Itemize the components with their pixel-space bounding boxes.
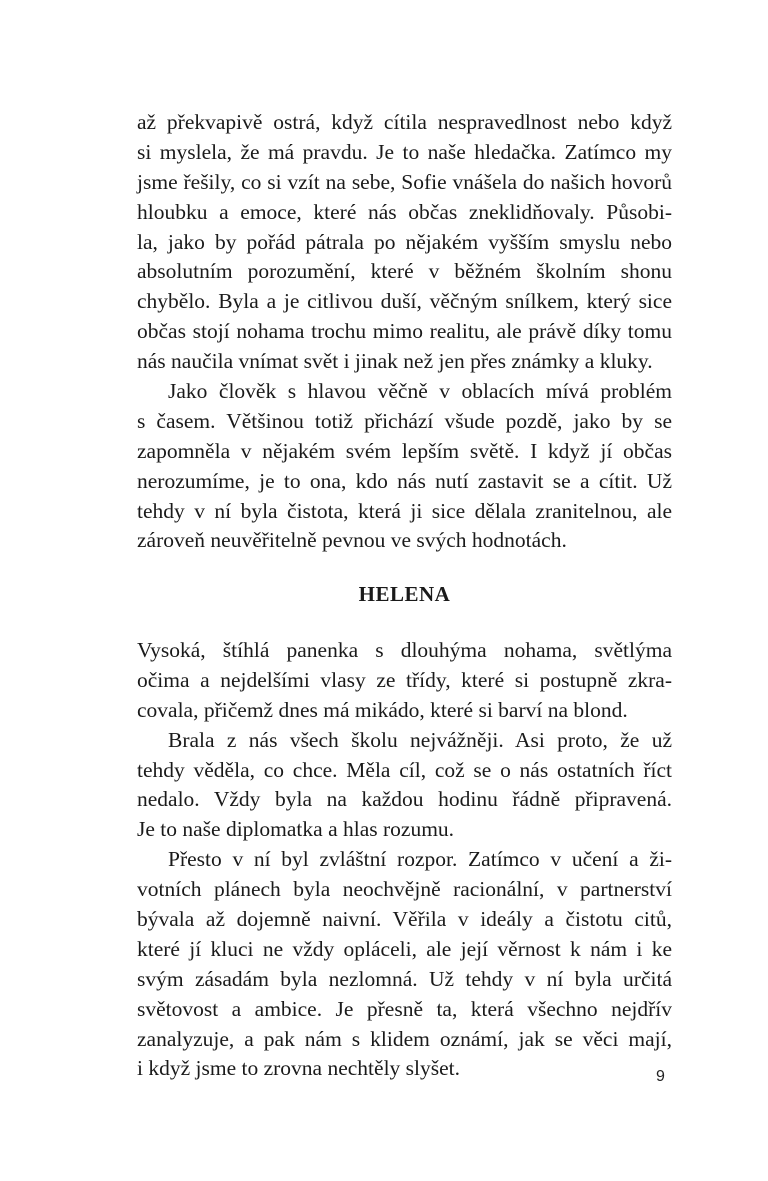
text-line: hloubku a emoce, které nás občas zneklidňovaly. Působi- [137, 199, 672, 224]
text-line: absolutním porozumění, které v běžném školním shonu [137, 259, 672, 284]
text-line: Brala z nás všech školu nejvážněji. Asi proto, že už [168, 727, 672, 752]
text-line: Vysoká, štíhlá panenka s dlouhýma nohama, světlýma [137, 638, 672, 662]
text-line: až překvapivě ostrá, když cítila nespravedlnost nebo když [137, 110, 672, 134]
text-line: votních plánech byla neochvějně racionální, v partnerství [137, 877, 672, 902]
text-line: svým zásadám byla nezlomná. Už tehdy v ní byla určitá [137, 966, 672, 991]
text-line: zapomněla v nějakém svém lepším světě. I když jí občas [137, 438, 672, 463]
text-line: které jí kluci ne vždy opláceli, ale její věrnost k nám i ke [137, 936, 672, 961]
text-line: nás naučila vnímat svět i jinak než jen přes známky a kluky. [137, 349, 653, 374]
text-line: zanalyzuje, a pak nám s klidem oznámí, jak se věci mají, [137, 1026, 672, 1051]
text-line: s časem. Většinou totiž přichází všude pozdě, jako by se [137, 408, 672, 433]
text-line: nedalo. Vždy byla na každou hodinu řádně připravená. [137, 787, 672, 812]
text-line: chybělo. Byla a je citlivou duší, věčným snílkem, který sice [137, 289, 672, 314]
text-line: la, jako by pořád pátrala po nějakém vyšším smyslu nebo [137, 229, 672, 254]
text-line: jsme řešily, co si vzít na sebe, Sofie vnášela do našich hovorů [137, 169, 672, 194]
page-number: 9 [656, 1068, 665, 1085]
text-line: i když jsme to zrovna nechtěly slyšet. [137, 1056, 461, 1081]
text-line: bývala až dojemně naivní. Věřila v ideály a čistotu citů, [137, 907, 672, 932]
text-line: covala, přičemž dnes má mikádo, které si barví na blond. [137, 697, 628, 722]
text-line: občas stojí nohama trochu mimo realitu, ale právě díky tomu [137, 319, 672, 344]
text-line: tehdy věděla, co chce. Měla cíl, což se o nás ostatních říct [137, 757, 672, 782]
text-line: nerozumíme, je to ona, kdo nás nutí zastavit se a cítit. Už [137, 468, 672, 493]
body-text-block-1 [137, 108, 672, 556]
body-text-block-2 [137, 636, 672, 1084]
text-line: očima a nejdelšími vlasy ze třídy, které si postupně zkra- [137, 667, 672, 692]
text-line: Přesto v ní byl zvláštní rozpor. Zatímco v učení a ži- [168, 847, 672, 872]
text-line: tehdy v ní byla čistota, která ji sice dělala zranitelnou, ale [137, 498, 672, 523]
text-line: světovost a ambice. Je přesně ta, která všechno nejdřív [137, 996, 672, 1021]
section-heading: HELENA [358, 582, 451, 606]
text-line: Je to naše diplomatka a hlas rozumu. [137, 817, 455, 842]
text-line: Jako člověk s hlavou věčně v oblacích mívá problém [168, 379, 672, 404]
text-line: si myslela, že má pravdu. Je to naše hledačka. Zatímco my [137, 139, 672, 164]
text-line: zároveň neuvěřitelně pevnou ve svých hodnotách. [137, 528, 567, 553]
